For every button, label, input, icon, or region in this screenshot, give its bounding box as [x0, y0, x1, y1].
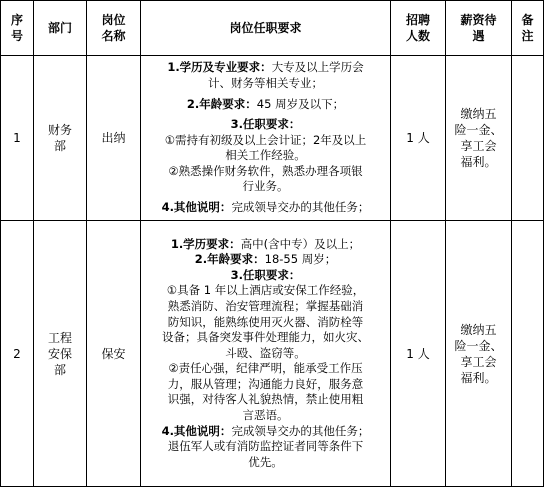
- header-hire-count: 招聘 人数: [391, 1, 446, 56]
- row-note: [512, 221, 544, 487]
- header-dept: 部门: [34, 1, 87, 56]
- row-seq: 2: [1, 221, 34, 487]
- header-salary: 薪资待 遇: [446, 1, 512, 56]
- header-row: [1, 1, 544, 56]
- row-dept: 工程 安保 部: [34, 221, 87, 487]
- row-position: 出纳: [87, 56, 141, 221]
- header-note: 备 注: [512, 1, 544, 56]
- row-salary: 缴纳五 险一金、 享工会 福利。: [446, 221, 512, 487]
- table-row: [1, 56, 544, 221]
- row-hire-count: 1 人: [391, 56, 446, 221]
- row-salary: 缴纳五 险一金、 享工会 福利。: [446, 56, 512, 221]
- row-position: 保安: [87, 221, 141, 487]
- table-row: [1, 221, 544, 487]
- row-note: [512, 56, 544, 221]
- row-requirements: 1.学历要求：高中(含中专）及以上； 2.年龄要求：18-55 周岁； 3.任职要求： ①具备 1 年以上酒店或安保工作经验， 熟悉消防、治安管理流程；掌握基础消 防知识，能熟练使用灭火器、消防栓等 设备；具备突发事件处理能力，如火灾、 斗殴、盗窃等。 ②责任心强，纪律严明，能承受工作压 力，服从管理；沟通能力良好，服务意 识强，对待客人礼貌热情，禁止使用粗 言恶语。 4.其他说明：完成领导交办的其他任务； 退伍军人或有消防监控证者同等条件下 优先。: [141, 221, 391, 487]
- header-position: 岗位 名称: [87, 1, 141, 56]
- row-dept: 财务 部: [34, 56, 87, 221]
- row-requirements: 1.学历及专业要求：大专及以上学历会 计、财务等相关专业； 2.年龄要求：45 周岁及以下； 3.任职要求： ①需持有初级及以上会计证；2年及以上 相关工作经验。 ②熟悉操作财务软件，熟悉办理各项银 行业务。 4.其他说明：完成领导交办的其他任务；: [141, 56, 391, 221]
- header-seq: 序 号: [1, 1, 34, 56]
- header-requirements: 岗位任职要求: [141, 1, 391, 56]
- row-hire-count: 1 人: [391, 221, 446, 487]
- row-seq: 1: [1, 56, 34, 221]
